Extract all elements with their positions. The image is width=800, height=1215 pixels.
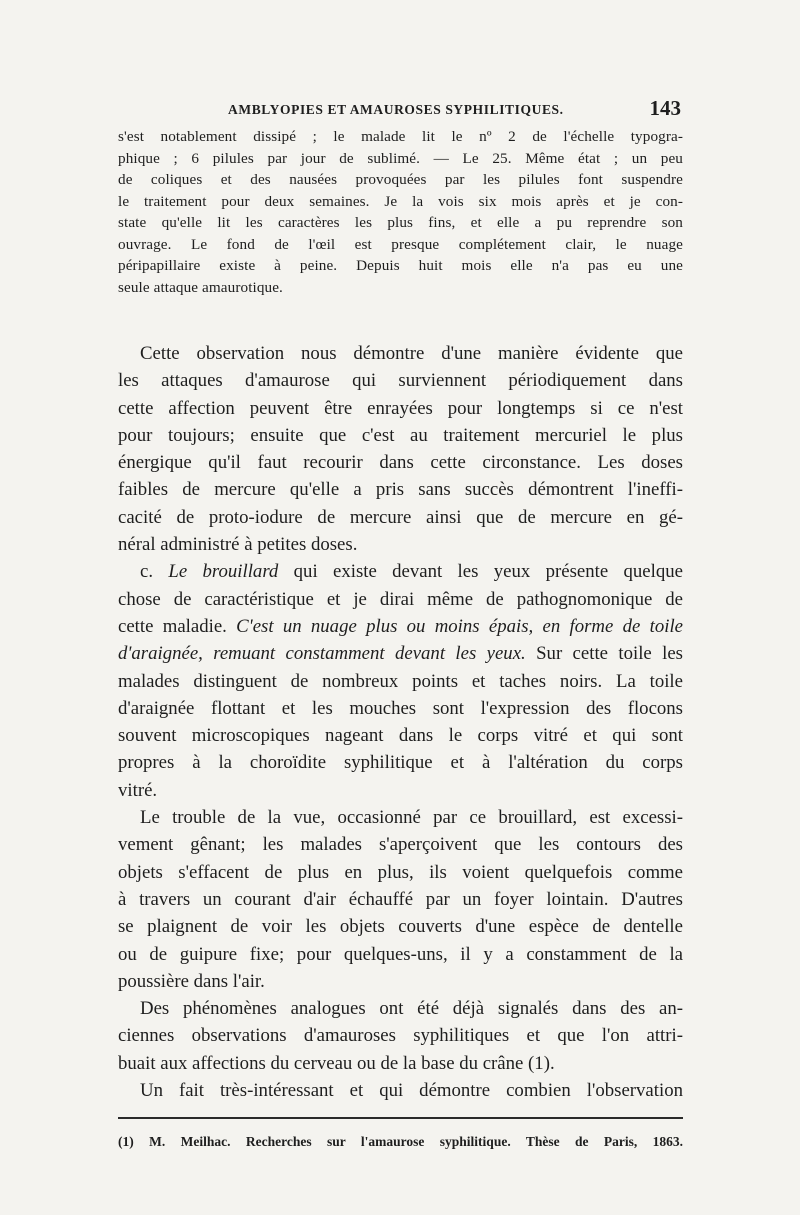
text-line: propres à la choroïdite syphilitique et à l'altération du corps xyxy=(118,752,683,774)
running-title: AMBLYOPIES ET AMAUROSES SYPHILITIQUES. xyxy=(228,102,564,117)
text-line: énergique qu'il faut recourir dans cette circonstance. Les doses xyxy=(118,452,683,474)
text-line: chose de caractéristique et je dirai même de pathognomonique de xyxy=(118,588,683,610)
text-line: d'araignée flottant et les mouches sont l'expression des flocons xyxy=(118,697,683,719)
text-line: objets s'effacent de plus en plus, ils voient quelquefois comme xyxy=(118,861,683,883)
text-line: vement gênant; les malades s'aperçoivent que les contours des xyxy=(118,834,683,856)
text-line: vitré. xyxy=(118,779,158,801)
text-line: Des phénomènes analogues ont été déjà signalés dans des an- xyxy=(140,998,683,1020)
text-line: poussière dans l'air. xyxy=(118,970,265,992)
text-line: néral administré à petites doses. xyxy=(118,534,358,556)
text-line: Cette observation nous démontre d'une manière évidente que xyxy=(140,343,683,364)
text-line: buait aux affections du cerveau ou de la base du crâne (1). xyxy=(118,1052,555,1074)
text-line: cacité de proto-iodure de mercure ainsi que de mercure en gé- xyxy=(118,506,683,528)
text-line: les attaques d'amaurose qui surviennent périodiquement dans xyxy=(118,370,683,392)
text-line: à travers un courant d'air échauffé par un foyer lointain. D'autres xyxy=(118,888,683,910)
running-header xyxy=(118,96,683,122)
footnote: (1) M. Meilhac. Recherches sur l'amaurose syphilitique. Thèse de Paris, 1863. xyxy=(118,1134,683,1149)
text-line: state qu'elle lit les caractères les plus fins, et elle a pu reprendre son xyxy=(118,214,683,231)
text-line: malades distinguent de nombreux points et taches noirs. La toile xyxy=(118,670,683,692)
footnote-rule xyxy=(118,1117,683,1119)
body-text xyxy=(118,340,683,1104)
text-line: péripapillaire existe à peine. Depuis huit mois elle n'a pas eu une xyxy=(118,257,683,274)
text-line: pour toujours; ensuite que c'est au traitement mercuriel le plus xyxy=(118,424,683,446)
text-line: souvent microscopiques nageant dans le corps vitré et qui sont xyxy=(118,725,683,747)
text-line: seule attaque amaurotique. xyxy=(118,278,283,296)
text-line: ouvrage. Le fond de l'œil est presque complétement clair, le nuage xyxy=(118,235,683,253)
text-line: s'est notablement dissipé ; le malade lit le nº 2 de l'échelle typogra- xyxy=(118,128,683,145)
text-line: faibles de mercure qu'elle a pris sans succès démontrent l'ineffi- xyxy=(118,479,683,501)
text-line: ciennes observations d'amauroses syphilitiques et que l'on attri- xyxy=(118,1025,683,1047)
text-line: le traitement pour deux semaines. Je la vois six mois après et je con- xyxy=(118,192,683,210)
text-line: phique ; 6 pilules par jour de sublimé. — Le 25. Même état ; un peu xyxy=(118,149,683,167)
case-paragraph xyxy=(118,126,683,298)
section-c-line: c. Le brouillard qui existe devant les yeux présente quelque xyxy=(140,561,683,583)
section-c-line: d'araignée, remuant constamment devant les yeux. Sur cette toile les xyxy=(118,643,683,665)
page-number: 143 xyxy=(649,96,681,120)
text-line: Un fait très-intéressant et qui démontre combien l'observation xyxy=(140,1080,683,1102)
text-line: ou de guipure fixe; pour quelques-uns, il y a constamment de la xyxy=(118,943,683,965)
text-line: se plaignent de voir les objets couverts d'une espèce de dentelle xyxy=(118,916,683,938)
section-c-line: cette maladie. C'est un nuage plus ou moins épais, en forme de toile xyxy=(118,615,683,637)
text-line: de coliques et des nausées provoquées par les pilules font suspendre xyxy=(118,171,683,188)
text-line: Le trouble de la vue, occasionné par ce brouillard, est excessi- xyxy=(140,807,683,829)
text-line: cette affection peuvent être enrayées pour longtemps si ce n'est xyxy=(118,397,683,419)
